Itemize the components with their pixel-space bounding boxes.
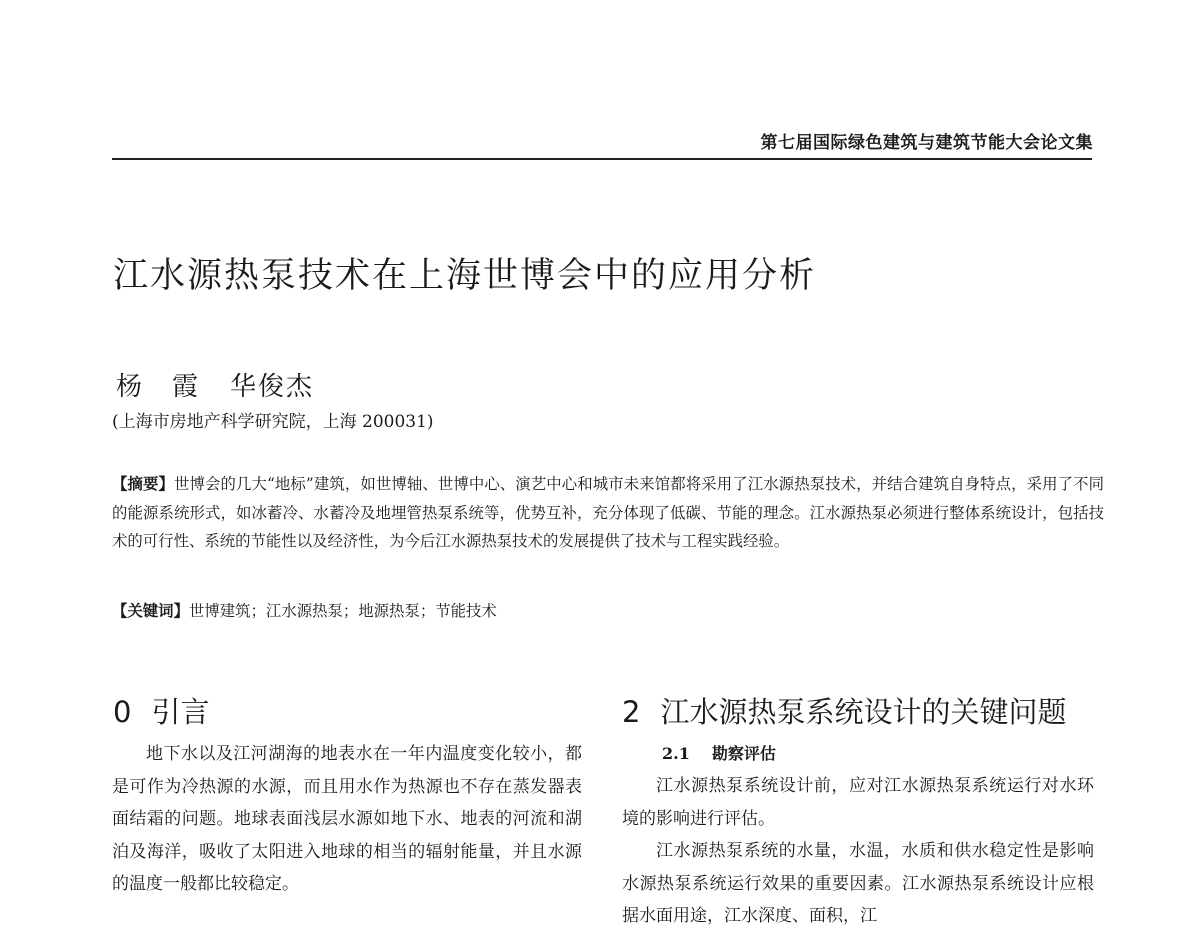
keywords-text: 世博建筑；江水源热泵；地源热泵；节能技术: [188, 602, 497, 620]
section-heading: [622, 690, 1066, 731]
body-paragraph: 江水源热泵系统设计前，应对江水源热泵系统运行对水环境的影响进行评估。: [622, 776, 1094, 829]
section-title: 引言: [151, 695, 210, 729]
affiliation: (上海市房地产科学研究院，上海 200031): [112, 412, 434, 432]
author-name: 杨 霞: [116, 372, 201, 402]
section-number: 2: [622, 695, 641, 729]
keywords-label: 【关键词】: [112, 602, 189, 620]
section-title: 江水源热泵系统设计的关键问题: [660, 695, 1067, 729]
abstract-text: 世博会的几大“地标”建筑，如世博轴、世博中心、演艺中心和城市未来馆都将采用了江水源热泵技术，并结合建筑自身特点，采用了不同的能源系统形式，如冰蓄冷、水蓄冷及地埋管热泵系统等，优势互补，充分体现了低碳、节能的理念。江水源热泵必须进行整体系统设计，包括技术的可行性、系统的节能性以及经济性，为今后江水源热泵技术的发展提供了技术与工程实践经验。: [112, 475, 1104, 550]
keywords: [112, 597, 497, 625]
header-rule: [112, 158, 1092, 160]
running-head: 第七届国际绿色建筑与建筑节能大会论文集: [760, 133, 1093, 153]
paper-title: 江水源热泵技术在上海世博会中的应用分析: [113, 256, 817, 296]
subsection-title: 勘察评估: [711, 744, 776, 763]
section-number: 0: [113, 695, 132, 729]
abstract: [112, 470, 1104, 556]
subsection-number: 2.1: [662, 744, 690, 763]
section-heading: [113, 690, 209, 731]
body-paragraph: 江水源热泵系统的水量，水温，水质和供水稳定性是影响水源热泵系统运行效果的重要因素。江水源热泵系统设计应根据水面用途，江水深度、面积，江: [622, 841, 1094, 926]
author-name: 华俊杰: [230, 372, 315, 402]
abstract-label: 【摘要】: [112, 475, 174, 493]
body-paragraph: 地下水以及江河湖海的地表水在一年内温度变化较小，都是可作为冷热源的水源，而且用水作为热源也不存在蒸发器表面结霜的问题。地球表面浅层水源如地下水、地表的河流和湖泊及海洋，吸收了太阳进入地球的相当的辐射能量，并且水源的温度一般都比较稳定。: [112, 744, 582, 894]
author-list: [116, 366, 314, 403]
subsection-body: [622, 770, 1094, 933]
subsection-heading: [662, 738, 776, 770]
